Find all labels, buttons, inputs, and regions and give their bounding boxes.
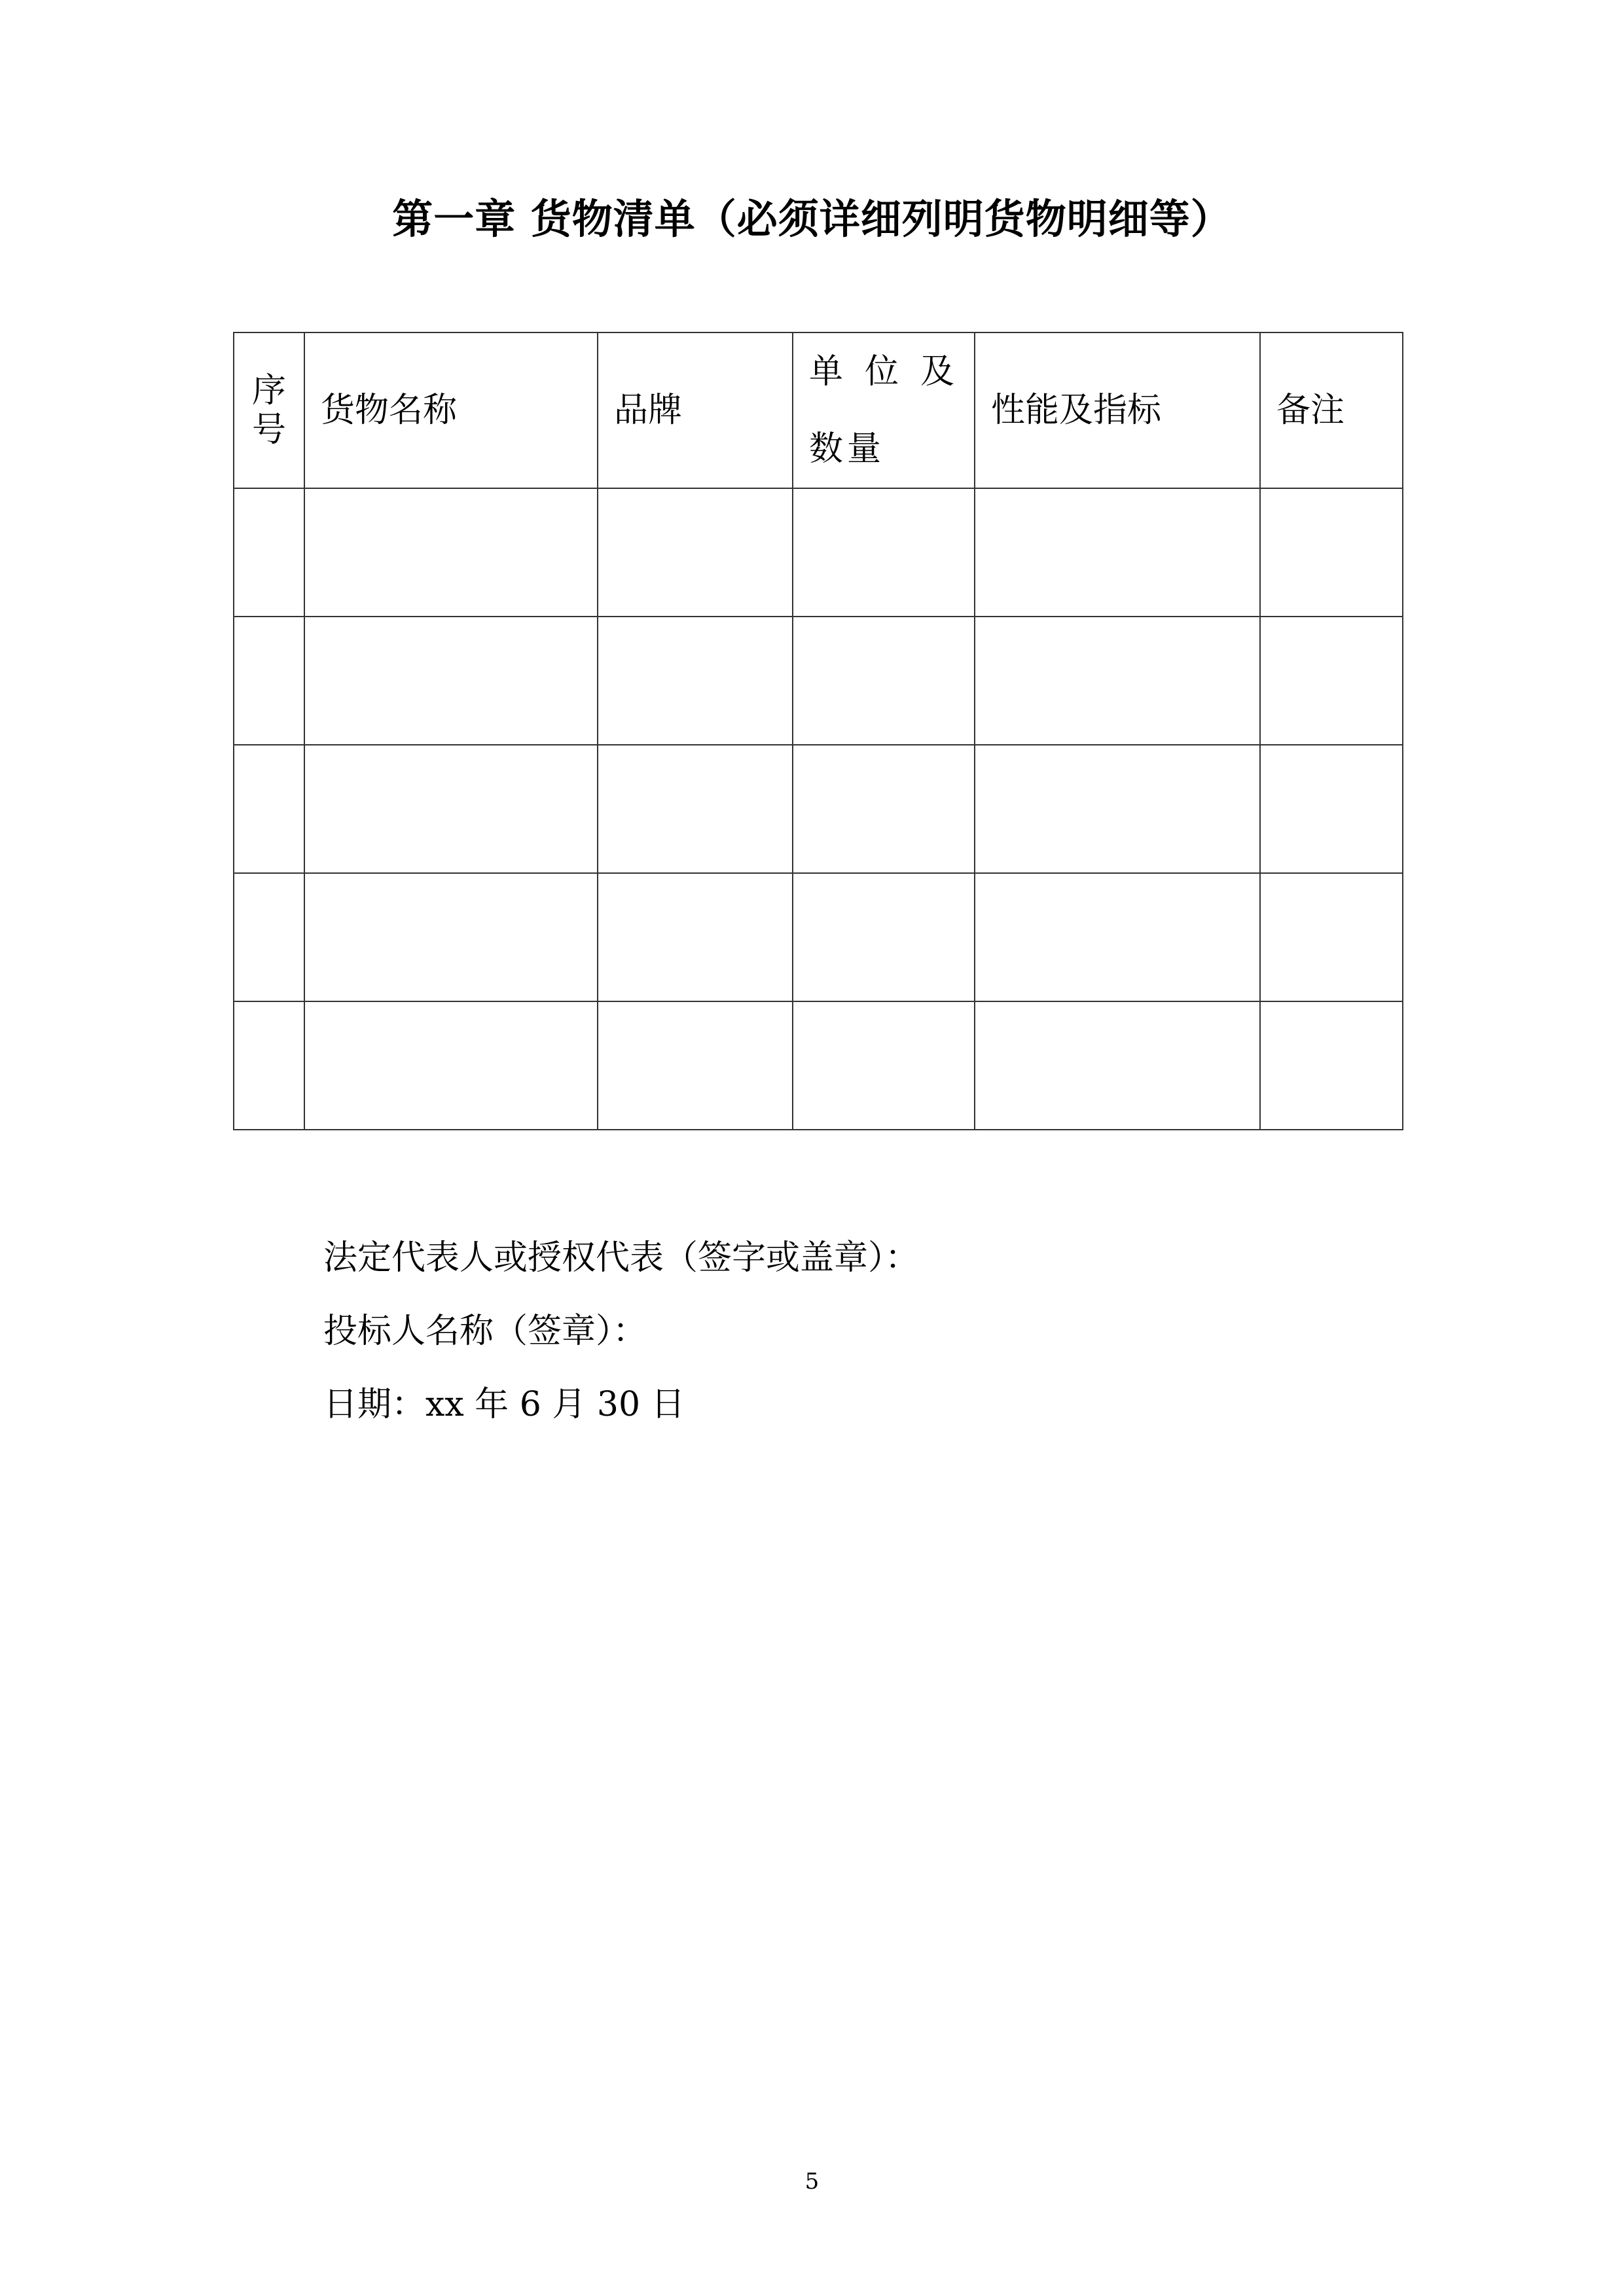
representative-signature-line: 法定代表人或授权代表（签字或盖章）：: [323, 1238, 920, 1278]
table-cell[interactable]: [598, 488, 793, 617]
table-cell[interactable]: [304, 1001, 598, 1130]
table-row: [234, 1001, 1403, 1130]
table-cell[interactable]: [1260, 873, 1403, 1001]
table-cell[interactable]: [598, 745, 793, 873]
header-cell-index: [234, 332, 304, 488]
table-cell[interactable]: [234, 488, 304, 617]
table-cell[interactable]: [234, 873, 304, 1001]
header-cell-unit-quantity: [793, 332, 975, 488]
table-row: [234, 488, 1403, 617]
table-cell[interactable]: [598, 617, 793, 745]
table-cell[interactable]: [304, 488, 598, 617]
table-cell[interactable]: [1260, 745, 1403, 873]
date-line: 日期：xx 年 6 月 30 日: [323, 1385, 685, 1424]
table-cell[interactable]: [234, 1001, 304, 1130]
header-label: 单 位 及数量: [809, 352, 958, 469]
table-cell[interactable]: [793, 617, 975, 745]
table-cell[interactable]: [598, 1001, 793, 1130]
header-cell-remarks: [1260, 332, 1403, 488]
header-cell-brand: [598, 332, 793, 488]
bidder-name-line: 投标人名称（签章）：: [323, 1312, 647, 1351]
table-cell[interactable]: [304, 617, 598, 745]
header-label: 备注: [1276, 391, 1345, 430]
table-cell[interactable]: [793, 873, 975, 1001]
table-cell[interactable]: [1260, 1001, 1403, 1130]
header-cell-performance: [975, 332, 1260, 488]
header-label: 货物名称: [321, 391, 458, 430]
table-cell[interactable]: [234, 617, 304, 745]
page-title: 第一章 货物清单（必须详细列明货物明细等）: [392, 195, 1232, 243]
table-row: [234, 617, 1403, 745]
table-cell[interactable]: [793, 1001, 975, 1130]
table-cell[interactable]: [304, 745, 598, 873]
table-cell[interactable]: [234, 745, 304, 873]
table-cell[interactable]: [975, 488, 1260, 617]
header-label: 序号: [251, 371, 286, 450]
table-row: [234, 745, 1403, 873]
table-cell[interactable]: [1260, 488, 1403, 617]
table-cell[interactable]: [975, 1001, 1260, 1130]
table-cell[interactable]: [975, 873, 1260, 1001]
table-cell[interactable]: [793, 488, 975, 617]
table-cell[interactable]: [975, 745, 1260, 873]
table-cell[interactable]: [598, 873, 793, 1001]
table-cell[interactable]: [793, 745, 975, 873]
header-cell-goods-name: [304, 332, 598, 488]
table-cell[interactable]: [975, 617, 1260, 745]
header-label: 性能及指标: [991, 391, 1162, 430]
table-cell[interactable]: [1260, 617, 1403, 745]
goods-table: [233, 332, 1403, 1130]
page-number: 5: [804, 2168, 820, 2195]
table-header-row: [234, 332, 1403, 488]
table-row: [234, 873, 1403, 1001]
header-label: 品牌: [614, 391, 683, 430]
table-cell[interactable]: [304, 873, 598, 1001]
